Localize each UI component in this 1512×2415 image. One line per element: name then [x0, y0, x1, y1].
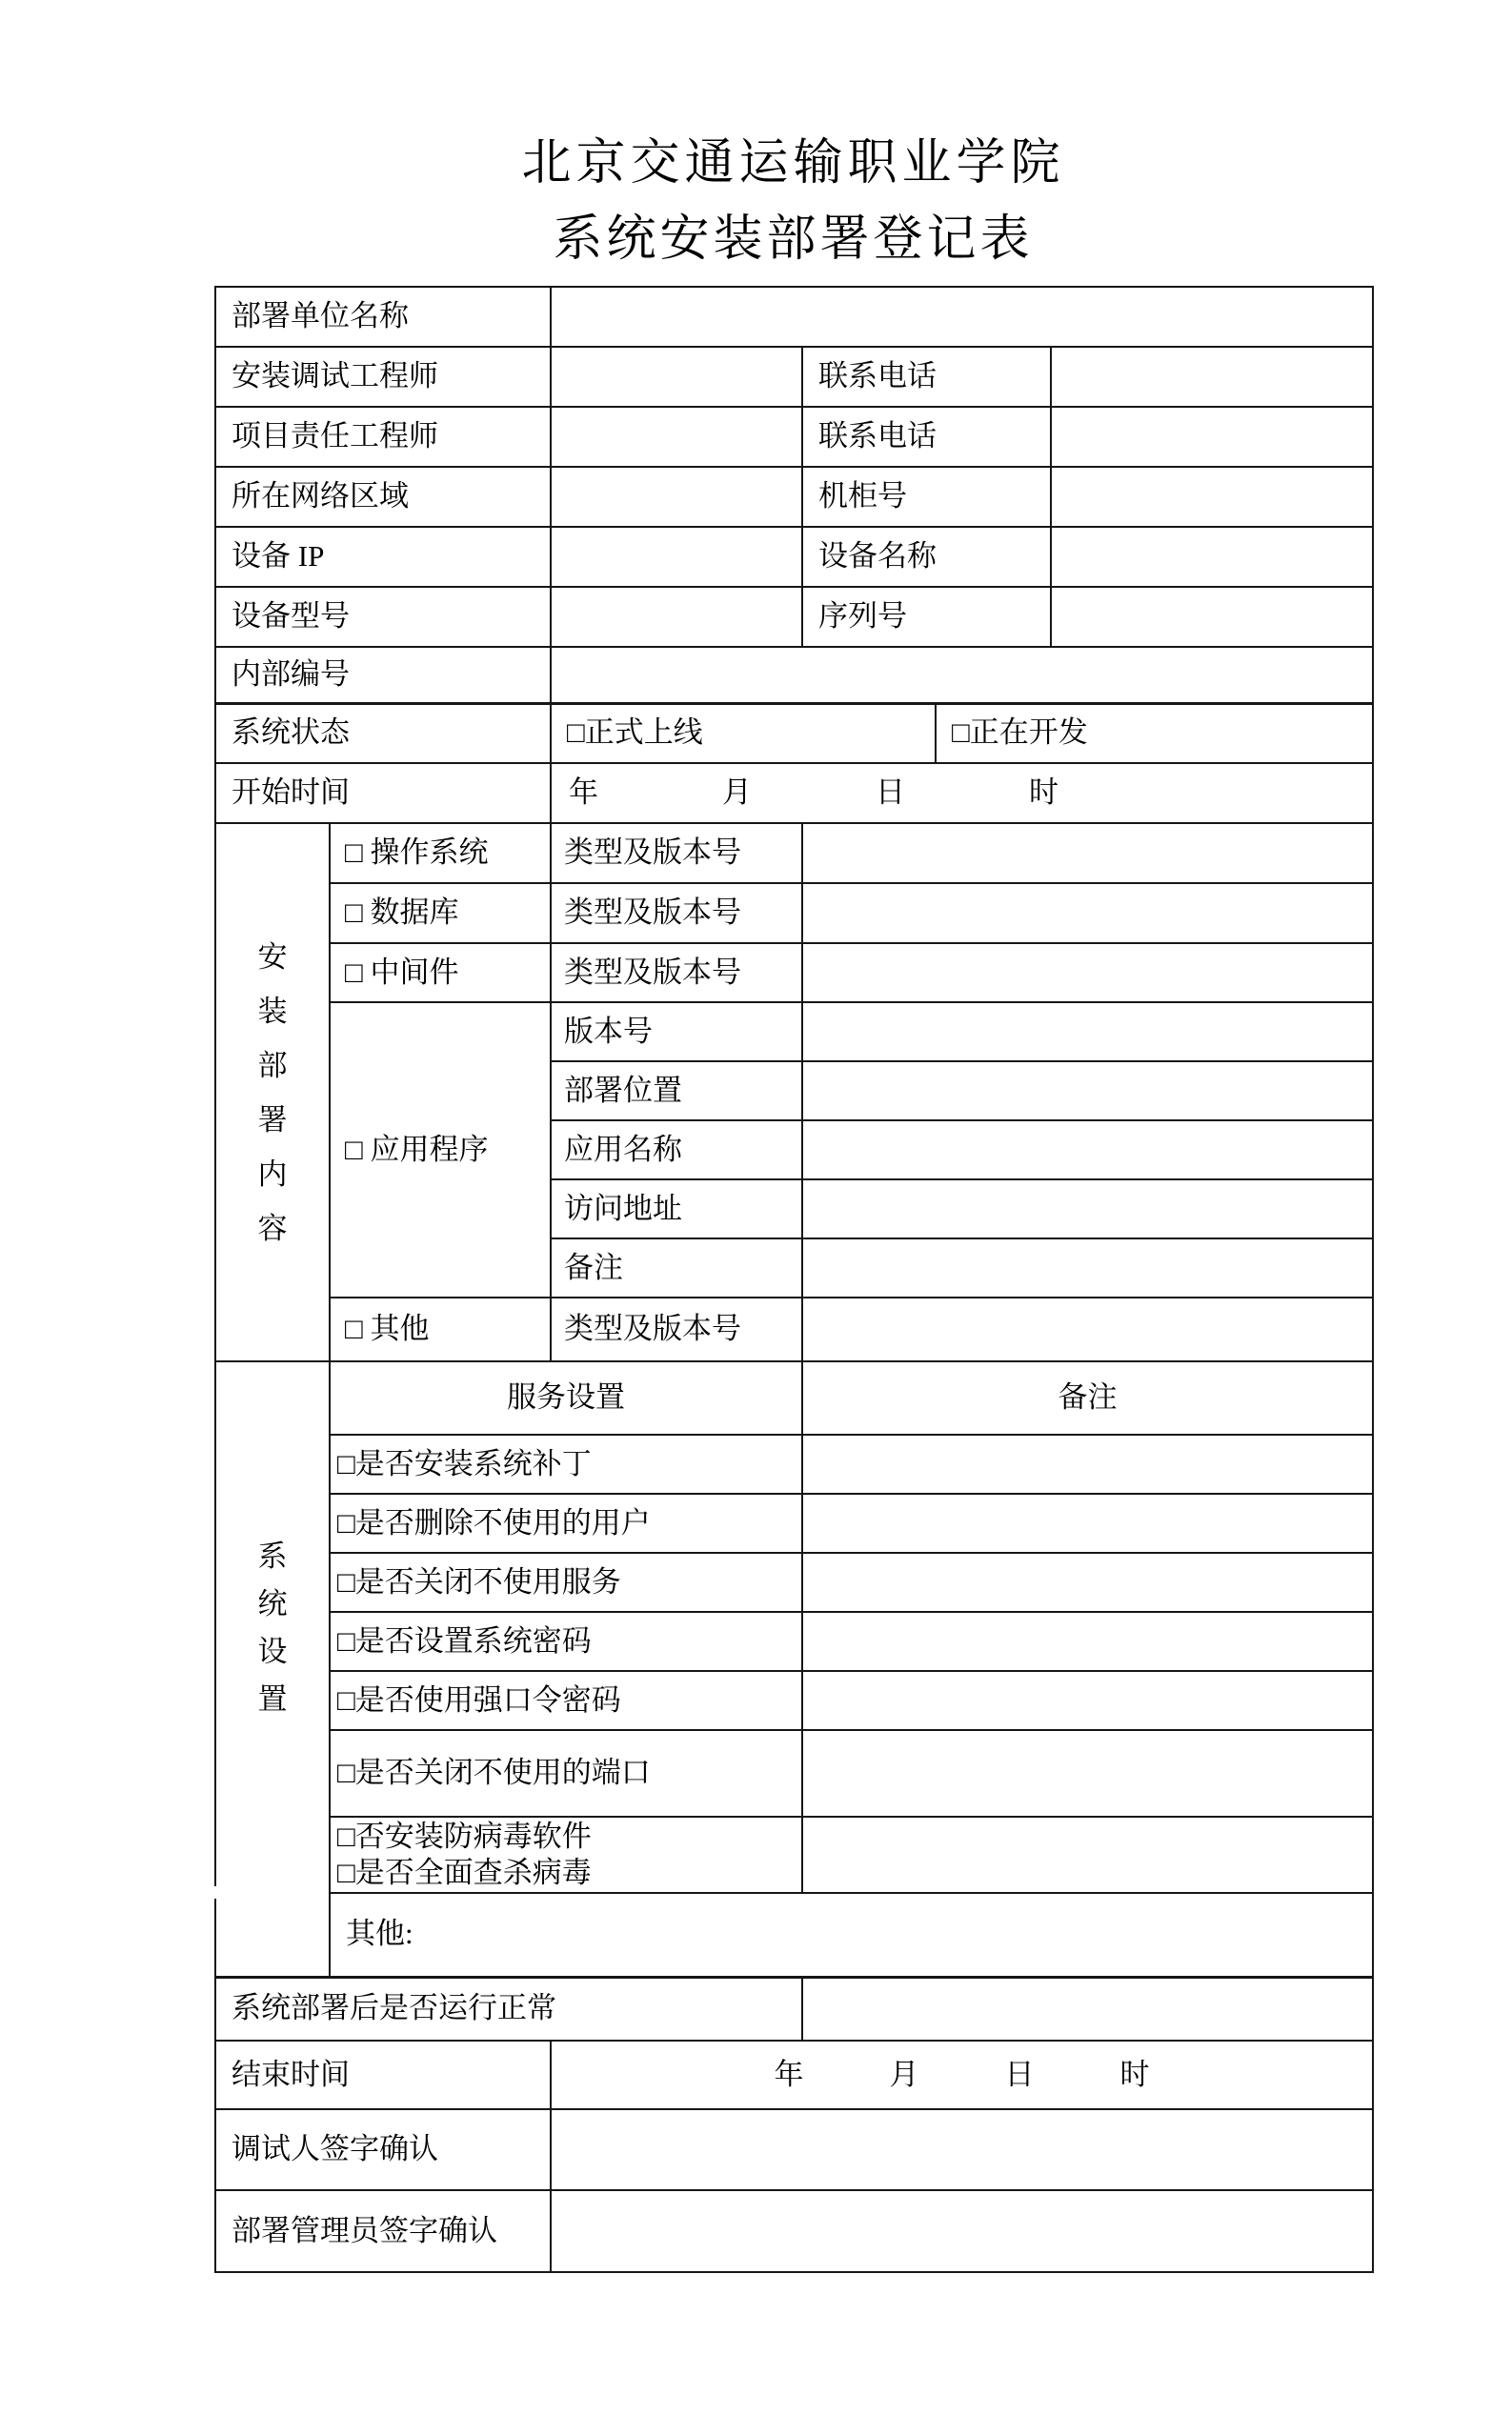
status-option-developing: □正在开发 [936, 703, 1373, 763]
run-normal-value-cell [802, 1977, 1373, 2041]
app-remark-value-cell [802, 1238, 1373, 1298]
app-address-value-cell [802, 1179, 1373, 1238]
label-contact-phone-2: 联系电话 [802, 407, 1051, 467]
database-type-value-cell [802, 883, 1373, 943]
unit-year: 年 [569, 775, 598, 810]
unit-year: 年 [774, 2057, 804, 2091]
serial-no-value-cell [1051, 587, 1373, 647]
section-label-install-content: 安装部署内容 [215, 823, 330, 1361]
label-debugger-sign: 调试人签字确认 [215, 2109, 551, 2190]
checkbox-middleware: □ 中间件 [330, 943, 551, 1002]
label-app-location: 部署位置 [551, 1061, 802, 1120]
registration-form-table [214, 286, 1374, 2273]
unit-day: 日 [876, 775, 905, 810]
row-patch [215, 1435, 1373, 1494]
row-start-time [215, 763, 1373, 823]
row-antivirus [215, 1817, 1373, 1893]
unit-day: 日 [1004, 2057, 1035, 2091]
label-project-engineer: 项目责任工程师 [215, 407, 551, 467]
admin-sign-value-cell [551, 2190, 1373, 2272]
other-type-value-cell [802, 1298, 1373, 1361]
app-version-value-cell [802, 1002, 1373, 1061]
checkbox-antivirus-software: □否安装防病毒软件 [337, 1820, 592, 1853]
table-border-gap [211, 1886, 219, 1899]
cabinet-no-value-cell [1051, 467, 1373, 527]
label-contact-phone-1: 联系电话 [802, 347, 1051, 407]
checkbox-antivirus-group [330, 1817, 802, 1893]
label-middleware-type: 类型及版本号 [551, 943, 802, 1002]
row-middleware [215, 943, 1373, 1002]
label-internal-no: 内部编号 [215, 647, 551, 703]
row-strong-password [215, 1671, 1373, 1730]
row-internal-no [215, 647, 1373, 703]
set-password-note-cell [802, 1612, 1373, 1671]
row-deploy-unit [215, 287, 1373, 347]
checkbox-delete-unused-users: □是否删除不使用的用户 [330, 1494, 802, 1553]
label-device-ip: 设备 IP [215, 527, 551, 587]
end-time-value-cell [551, 2041, 1373, 2109]
network-area-value-cell [551, 467, 802, 527]
deploy-unit-value-cell [551, 287, 1373, 347]
label-run-normal: 系统部署后是否运行正常 [215, 1977, 802, 2041]
label-app-address: 访问地址 [551, 1179, 802, 1238]
install-engineer-value-cell [551, 347, 802, 407]
label-other-type: 类型及版本号 [551, 1298, 802, 1361]
row-close-services [215, 1553, 1373, 1612]
form-title: 系统安装部署登记表 [553, 212, 1034, 267]
label-database-type: 类型及版本号 [551, 883, 802, 943]
checkbox-install-patch: □是否安装系统补丁 [330, 1435, 802, 1494]
label-system-status: 系统状态 [215, 703, 551, 763]
unit-month: 月 [722, 775, 752, 810]
label-other-settings: 其他: [330, 1893, 1373, 1977]
checkbox-other-install: □ 其他 [330, 1298, 551, 1361]
header-service-settings: 服务设置 [330, 1361, 802, 1435]
close-services-note-cell [802, 1553, 1373, 1612]
row-other-settings [215, 1893, 1373, 1977]
row-project-engineer [215, 407, 1373, 467]
start-time-value-cell [551, 763, 1373, 823]
contact-phone-1-value-cell [1051, 347, 1373, 407]
close-ports-note-cell [802, 1730, 1373, 1817]
checkbox-strong-password: □是否使用强口令密码 [330, 1671, 802, 1730]
row-set-password [215, 1612, 1373, 1671]
row-system-status [215, 703, 1373, 763]
row-device-model [215, 587, 1373, 647]
label-install-engineer: 安装调试工程师 [215, 347, 551, 407]
device-model-value-cell [551, 587, 802, 647]
label-network-area: 所在网络区域 [215, 467, 551, 527]
row-close-ports [215, 1730, 1373, 1817]
start-time-units [552, 775, 1372, 812]
page-title: 北京交通运输职业学院 [521, 136, 1065, 191]
status-option-online: □正式上线 [551, 703, 936, 763]
label-serial-no: 序列号 [802, 587, 1051, 647]
device-name-value-cell [1051, 527, 1373, 587]
row-settings-header [215, 1361, 1373, 1435]
label-app-version: 版本号 [551, 1002, 802, 1061]
row-network-area [215, 467, 1373, 527]
contact-phone-2-value-cell [1051, 407, 1373, 467]
delete-users-note-cell [802, 1494, 1373, 1553]
row-end-time [215, 2041, 1373, 2109]
label-app-name: 应用名称 [551, 1120, 802, 1179]
unit-month: 月 [889, 2057, 919, 2091]
row-os [215, 823, 1373, 883]
row-app-version [215, 1002, 1373, 1061]
label-start-time: 开始时间 [215, 763, 551, 823]
checkbox-close-unused-ports: □是否关闭不使用的端口 [330, 1730, 802, 1817]
middleware-type-value-cell [802, 943, 1373, 1002]
row-device-ip [215, 527, 1373, 587]
section-label-system-settings: 系统设置 [215, 1361, 330, 1977]
checkbox-application: □ 应用程序 [330, 1002, 551, 1298]
row-other-install [215, 1298, 1373, 1361]
row-admin-sign [215, 2190, 1373, 2272]
label-device-name: 设备名称 [802, 527, 1051, 587]
checkbox-database: □ 数据库 [330, 883, 551, 943]
checkbox-os: □ 操作系统 [330, 823, 551, 883]
header-note: 备注 [802, 1361, 1373, 1435]
debugger-sign-value-cell [551, 2109, 1373, 2190]
end-time-units [552, 2057, 1372, 2094]
label-app-remark: 备注 [551, 1238, 802, 1298]
antivirus-note-cell [802, 1817, 1373, 1893]
row-delete-users [215, 1494, 1373, 1553]
app-name-value-cell [802, 1120, 1373, 1179]
checkbox-set-password: □是否设置系统密码 [330, 1612, 802, 1671]
checkbox-close-unused-services: □是否关闭不使用服务 [330, 1553, 802, 1612]
internal-no-value-cell [551, 647, 1373, 703]
row-install-engineer [215, 347, 1373, 407]
strong-password-note-cell [802, 1671, 1373, 1730]
label-cabinet-no: 机柜号 [802, 467, 1051, 527]
label-end-time: 结束时间 [215, 2041, 551, 2109]
row-database [215, 883, 1373, 943]
device-ip-value-cell [551, 527, 802, 587]
row-run-normal [215, 1977, 1373, 2041]
unit-hour: 时 [1029, 775, 1058, 810]
unit-hour: 时 [1119, 2057, 1150, 2091]
patch-note-cell [802, 1435, 1373, 1494]
checkbox-virus-scan: □是否全面查杀病毒 [337, 1856, 592, 1889]
label-deploy-unit: 部署单位名称 [215, 287, 551, 347]
label-admin-sign: 部署管理员签字确认 [215, 2190, 551, 2272]
label-device-model: 设备型号 [215, 587, 551, 647]
os-type-value-cell [802, 823, 1373, 883]
row-debugger-sign [215, 2109, 1373, 2190]
project-engineer-value-cell [551, 407, 802, 467]
label-os-type: 类型及版本号 [551, 823, 802, 883]
app-location-value-cell [802, 1061, 1373, 1120]
